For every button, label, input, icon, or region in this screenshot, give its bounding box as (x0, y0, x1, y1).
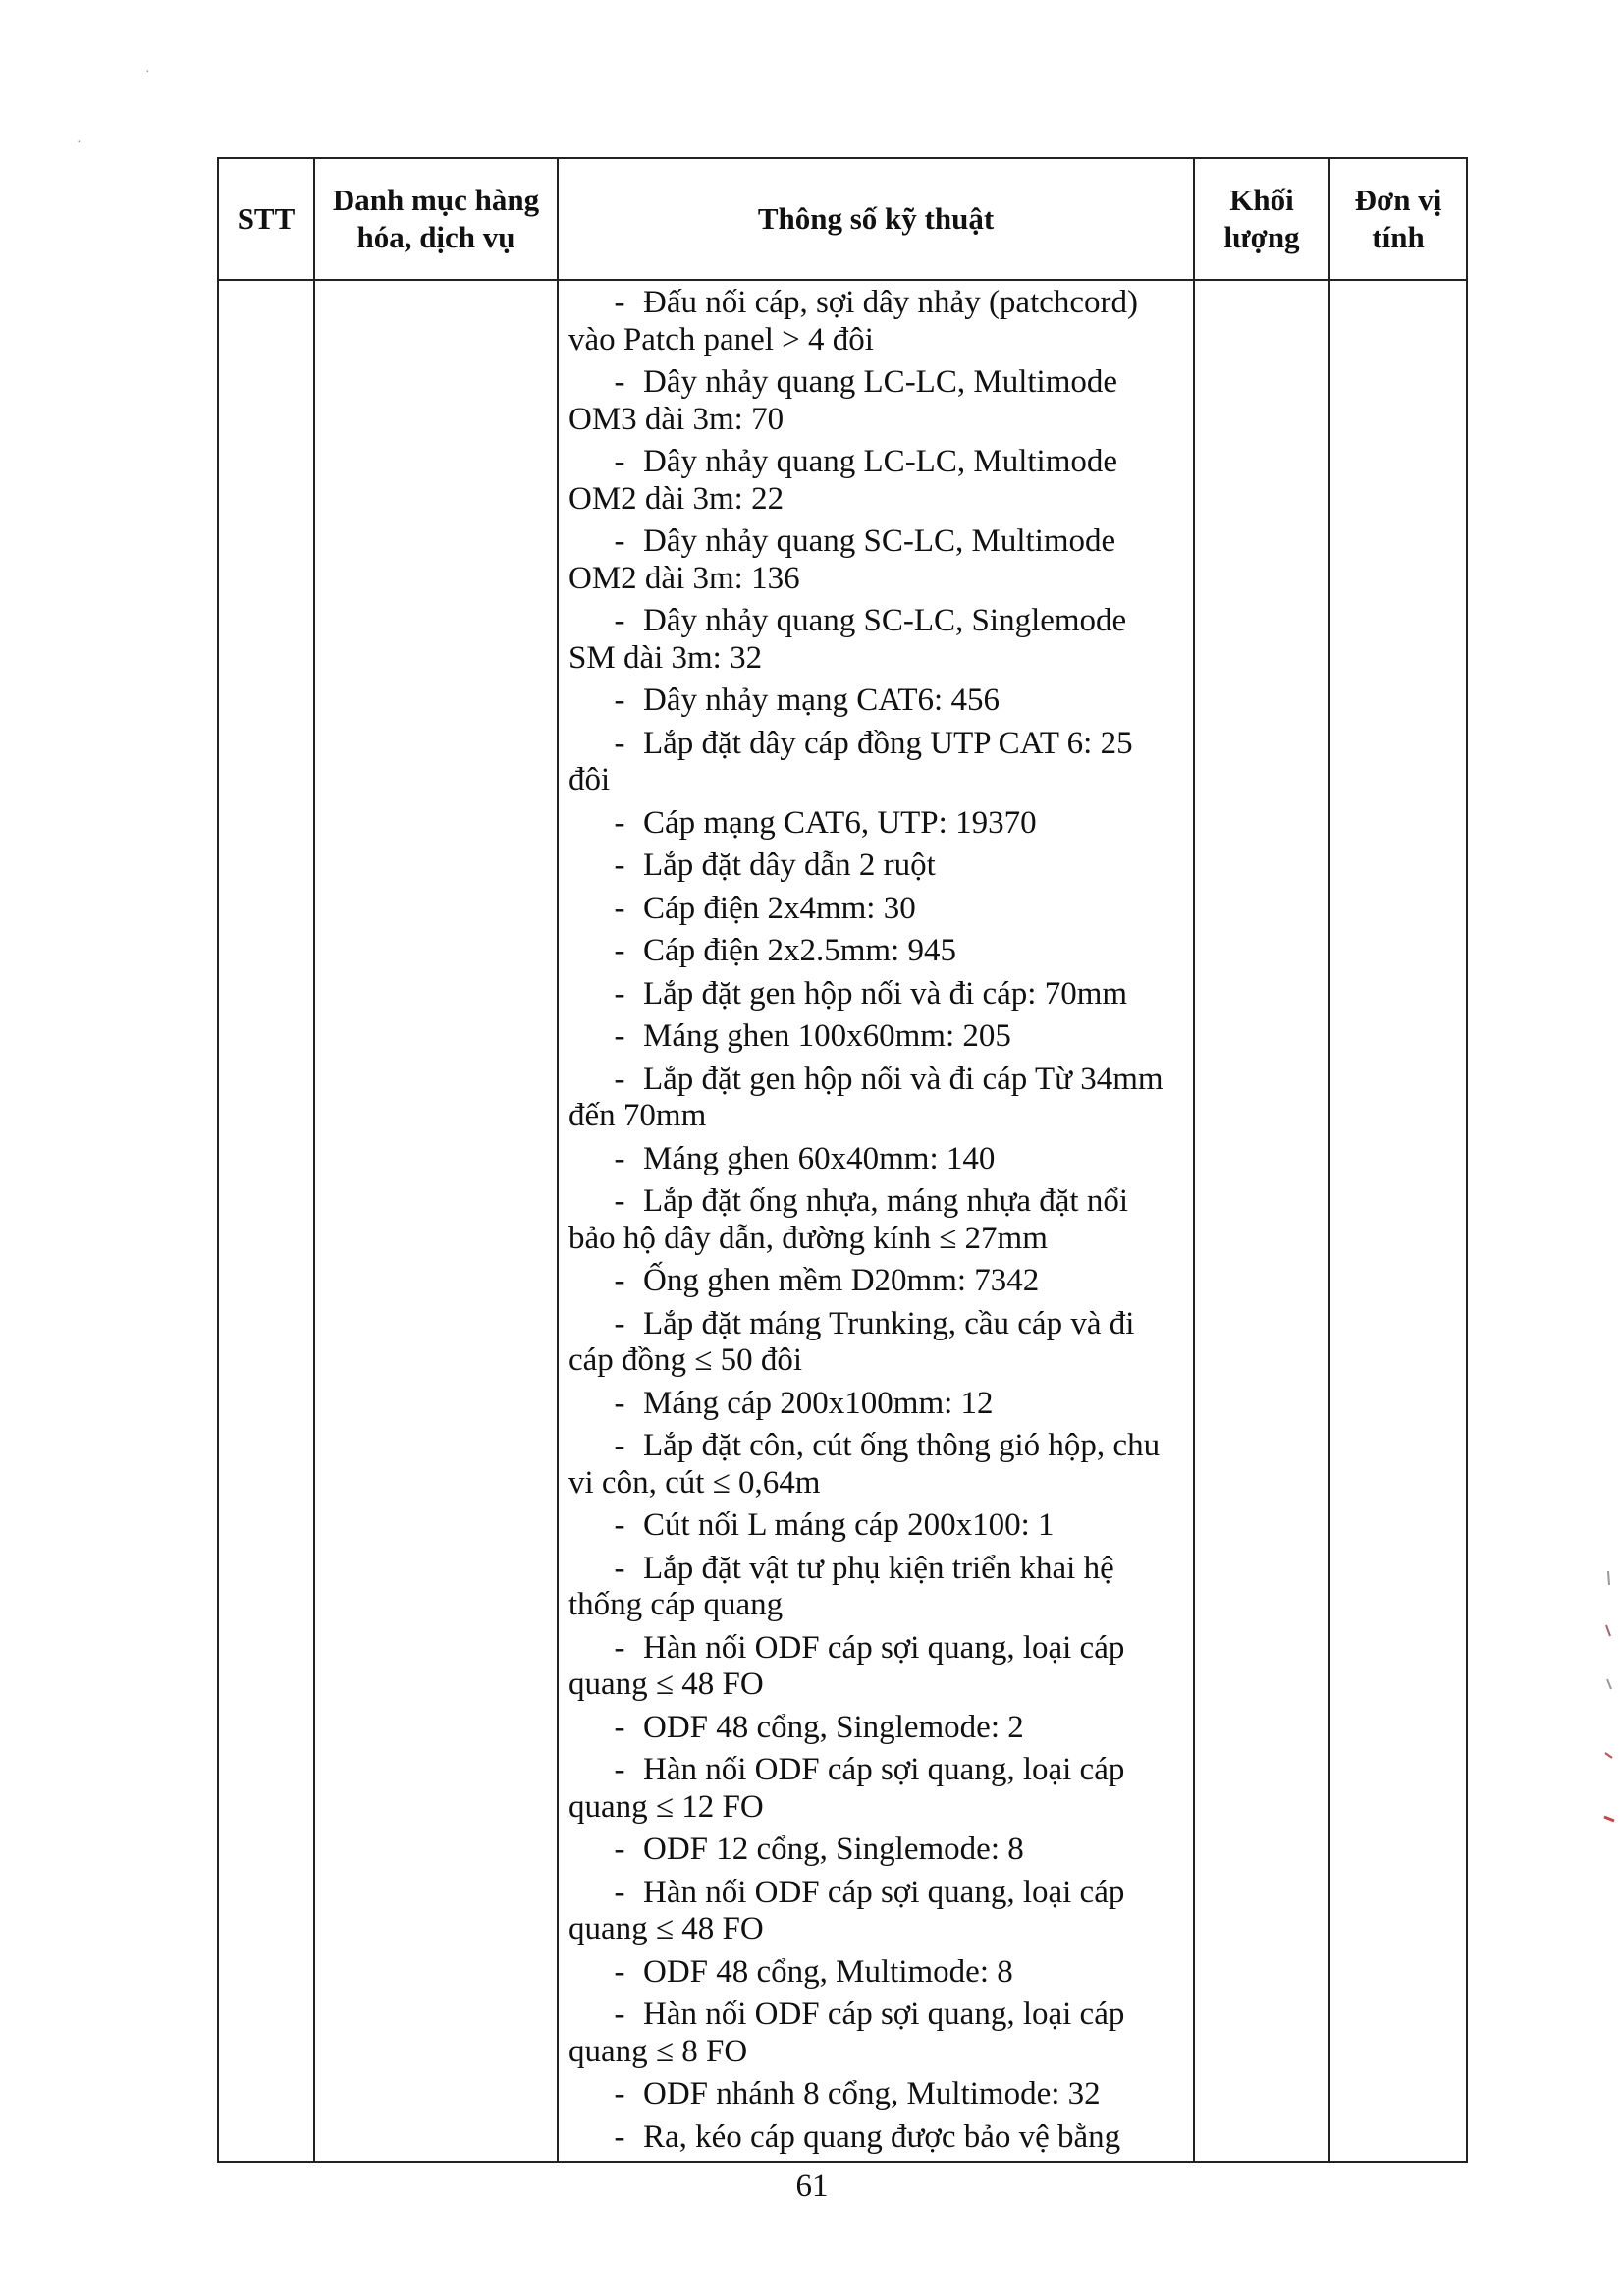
spec-item (568, 1875, 1181, 1954)
spec-item (568, 1954, 1181, 1997)
dash-marker: - (614, 683, 625, 718)
spec-item (568, 683, 1181, 726)
spec-item (568, 1386, 1181, 1429)
spec-item (568, 1141, 1181, 1184)
dash-marker: - (614, 1953, 625, 1990)
dash-marker: - (614, 1831, 625, 1867)
dash-marker: - (614, 1996, 625, 2032)
spec-list (568, 285, 1181, 2161)
spec-text: Dây nhảy mạng CAT6: 456 (643, 683, 1000, 718)
spec-text: Lắp đặt vật tư phụ kiện triển khai hệ thống cáp quang (568, 1550, 1114, 1622)
spec-text: Hàn nối ODF cáp sợi quang, loại cáp quang ≤ 48 FO (568, 1629, 1125, 1702)
spec-text: Ống ghen mềm D20mm: 7342 (643, 1263, 1040, 1298)
spec-text: ODF 48 cổng, Singlemode: 2 (643, 1709, 1024, 1745)
spec-text: Lắp đặt gen hộp nối và đi cáp Từ 34mm đến 70mm (568, 1061, 1164, 1133)
spec-text: Dây nhảy quang SC-LC, Multimode OM2 dài 3m: 136 (568, 523, 1116, 596)
dash-marker: - (614, 890, 625, 926)
spec-text: ODF 48 cổng, Multimode: 8 (643, 1953, 1013, 1990)
dash-marker: - (614, 2076, 625, 2111)
spec-item (568, 1428, 1181, 1507)
scan-speck: · (77, 136, 81, 150)
dash-marker: - (614, 1183, 625, 1219)
spec-table (217, 157, 1468, 2163)
dash-marker: - (614, 1507, 625, 1543)
spec-text: Máng ghen 60x40mm: 140 (643, 1140, 996, 1176)
spec-text: ODF 12 cổng, Singlemode: 8 (643, 1831, 1024, 1867)
spec-text: Dây nhảy quang LC-LC, Multimode OM3 dài 3m: 70 (568, 364, 1118, 437)
spec-text: Máng cáp 200x100mm: 12 (643, 1385, 994, 1421)
spec-item (568, 603, 1181, 683)
spec-item (568, 805, 1181, 848)
dash-marker: - (614, 285, 625, 320)
spec-text: Cáp mạng CAT6, UTP: 19370 (643, 804, 1037, 841)
table-row (218, 280, 1467, 2162)
page-number: 61 (795, 2168, 829, 2204)
header-unit: Đơn vị tính (1329, 158, 1467, 280)
spec-cell (558, 280, 1194, 2162)
dash-marker: - (614, 1140, 625, 1176)
spec-item (568, 1183, 1181, 1263)
dash-marker: - (614, 1709, 625, 1745)
dash-marker: - (614, 2118, 625, 2155)
spec-text: Lắp đặt côn, cút ống thông gió hộp, chu vi côn, cút ≤ 0,64m (568, 1428, 1161, 1501)
spec-item (568, 1062, 1181, 1141)
spec-item (568, 2076, 1181, 2119)
spec-text: Lắp đặt ống nhựa, máng nhựa đặt nổi bảo hộ dây dẫn, đường kính ≤ 27mm (568, 1183, 1128, 1256)
dash-marker: - (614, 804, 625, 841)
spec-text: Lắp đặt gen hộp nối và đi cáp: 70mm (643, 975, 1128, 1011)
spec-item (568, 1507, 1181, 1551)
spec-text: ODF nhánh 8 cổng, Multimode: 32 (643, 2076, 1101, 2111)
unit-cell (1329, 280, 1467, 2162)
header-stt: STT (218, 158, 314, 280)
qty-cell (1194, 280, 1329, 2162)
dash-marker: - (614, 1018, 625, 1054)
spec-item (568, 523, 1181, 603)
scan-speck: · (145, 65, 150, 80)
dash-marker: - (614, 725, 625, 761)
spec-text: Hàn nối ODF cáp sợi quang, loại cáp quang ≤ 48 FO (568, 1874, 1125, 1946)
spec-item (568, 847, 1181, 891)
spec-item (568, 891, 1181, 934)
dash-marker: - (614, 1263, 625, 1298)
spec-item (568, 444, 1181, 523)
header-spec: Thông số kỹ thuật (558, 158, 1194, 280)
spec-item (568, 1630, 1181, 1710)
spec-item (568, 1551, 1181, 1630)
spec-item (568, 285, 1181, 364)
dash-marker: - (614, 1305, 625, 1341)
spec-item (568, 726, 1181, 805)
spec-text: Hàn nối ODF cáp sợi quang, loại cáp quang ≤ 12 FO (568, 1752, 1125, 1825)
spec-item (568, 933, 1181, 976)
dash-marker: - (614, 1428, 625, 1463)
spec-text: Lắp đặt máng Trunking, cầu cáp và đi cáp đồng ≤ 50 đôi (568, 1305, 1135, 1378)
dash-marker: - (614, 1629, 625, 1666)
header-name: Danh mục hàng hóa, dịch vụ (314, 158, 558, 280)
spec-text: Dây nhảy quang LC-LC, Multimode OM2 dài 3m: 22 (568, 444, 1118, 517)
spec-text: Lắp đặt dây dẫn 2 ruột (643, 847, 936, 883)
spec-item (568, 2119, 1181, 2162)
dash-marker: - (614, 1752, 625, 1787)
spec-text: Cút nối L máng cáp 200x100: 1 (643, 1507, 1055, 1543)
dash-marker: - (614, 975, 625, 1011)
spec-text: Dây nhảy quang SC-LC, Singlemode SM dài 3m: 32 (568, 603, 1127, 676)
spec-item (568, 1018, 1181, 1062)
dash-marker: - (614, 1061, 625, 1097)
table-header-row (218, 158, 1467, 280)
spec-text: Đấu nối cáp, sợi dây nhảy (patchcord) vào Patch panel > 4 đôi (568, 285, 1139, 357)
stt-cell (218, 280, 314, 2162)
dash-marker: - (614, 847, 625, 883)
dash-marker: - (614, 523, 625, 559)
spec-item (568, 1263, 1181, 1306)
dash-marker: - (614, 1385, 625, 1421)
spec-item (568, 1996, 1181, 2076)
spec-text: Hàn nối ODF cáp sợi quang, loại cáp quang ≤ 8 FO (568, 1996, 1125, 2069)
spec-item (568, 364, 1181, 444)
spec-text: Cáp điện 2x4mm: 30 (643, 890, 916, 926)
spec-item (568, 1710, 1181, 1753)
dash-marker: - (614, 444, 625, 479)
spec-item (568, 1752, 1181, 1831)
spec-text: Cáp điện 2x2.5mm: 945 (643, 933, 956, 968)
spec-text: Ra, kéo cáp quang được bảo vệ bằng (643, 2118, 1121, 2155)
spec-item (568, 1831, 1181, 1875)
spec-item (568, 976, 1181, 1019)
header-qty: Khối lượng (1194, 158, 1329, 280)
spec-item (568, 1306, 1181, 1386)
dash-marker: - (614, 364, 625, 400)
spec-text: Lắp đặt dây cáp đồng UTP CAT 6: 25 đôi (568, 725, 1133, 797)
dash-marker: - (614, 1550, 625, 1586)
scan-edge-marks (1602, 1571, 1616, 1866)
spec-text: Máng ghen 100x60mm: 205 (643, 1018, 1011, 1054)
dash-marker: - (614, 1874, 625, 1910)
dash-marker: - (614, 603, 625, 638)
dash-marker: - (614, 933, 625, 968)
name-cell (314, 280, 558, 2162)
